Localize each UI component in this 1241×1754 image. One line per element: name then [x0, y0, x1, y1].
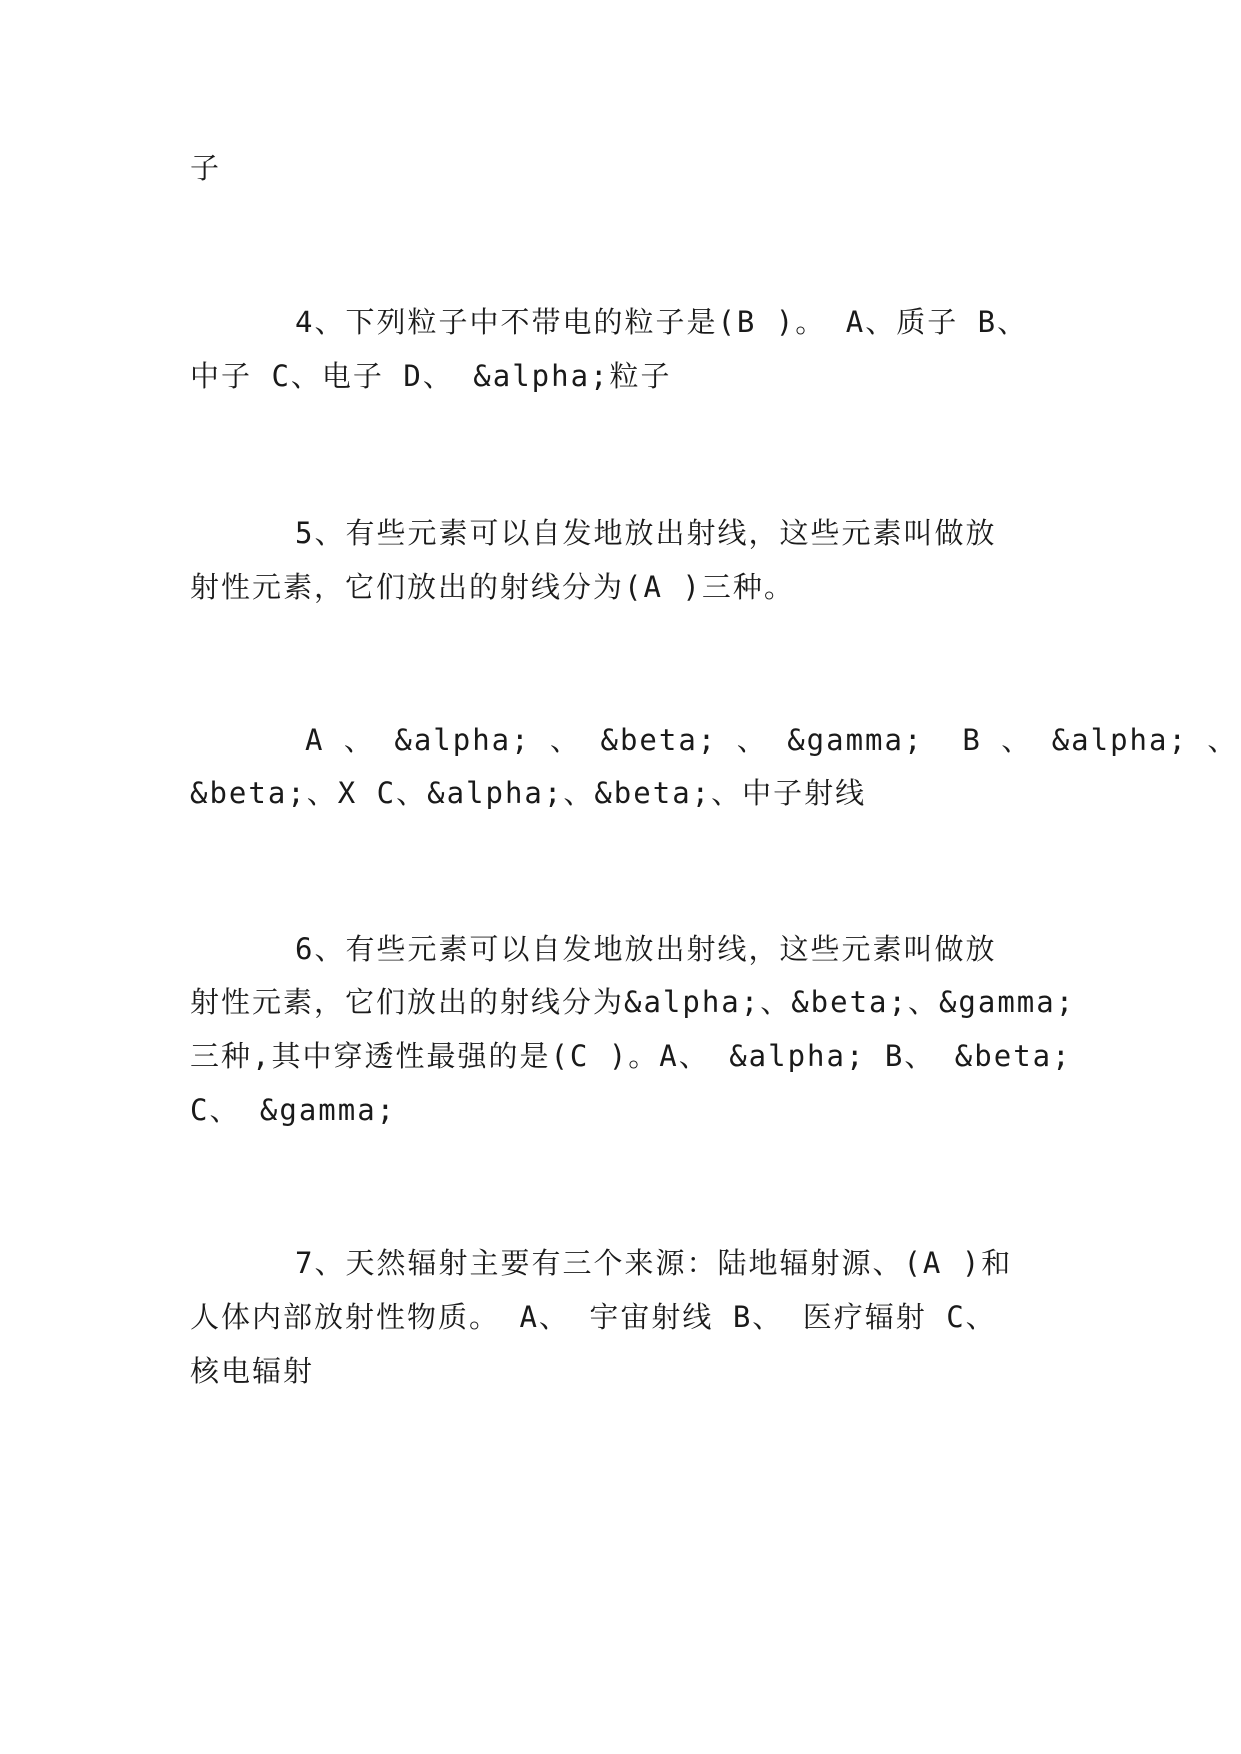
question-7-line-3: 核电辐射: [190, 1354, 315, 1388]
question-5-line-1: 5、有些元素可以自发地放出射线，这些元素叫做放: [295, 516, 997, 550]
question-7-line-2: 人体内部放射性物质。 A、 宇宙射线 B、 医疗辐射 C、: [190, 1300, 997, 1334]
question-6-line-2: 射性元素，它们放出的射线分为&alpha;、&beta;、&gamma;: [190, 985, 1076, 1019]
question-5-line-2: 射性元素，它们放出的射线分为(A )三种。: [190, 570, 795, 604]
text-fragment: 子: [190, 151, 222, 185]
question-5-options-line-1: A 、 &alpha; 、 &beta; 、 &gamma; B 、 &alpha; 、: [305, 723, 1239, 757]
question-6-line-3: 三种,其中穿透性最强的是(C )。A、 &alpha; B、 &beta;: [190, 1039, 1072, 1073]
question-6-line-1: 6、有些元素可以自发地放出射线，这些元素叫做放: [295, 932, 997, 966]
question-5-options-line-2: &beta;、X C、&alpha;、&beta;、中子射线: [190, 776, 867, 810]
question-4-line-1: 4、下列粒子中不带电的粒子是(B )。 A、质子 B、: [295, 305, 1029, 339]
question-6-line-4: C、 &gamma;: [190, 1093, 397, 1127]
question-7-line-1: 7、天然辐射主要有三个来源：陆地辐射源、(A )和: [295, 1246, 1013, 1280]
question-4-line-2: 中子 C、电子 D、 &alpha;粒子: [190, 359, 672, 393]
